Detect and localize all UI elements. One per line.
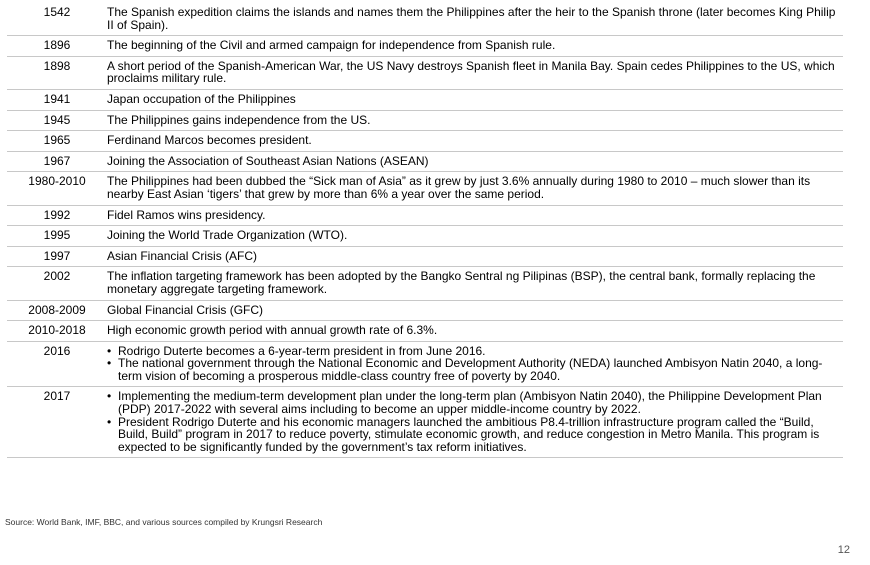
row-year: 1992: [7, 205, 107, 226]
row-year: 1941: [7, 89, 107, 110]
row-year: 1995: [7, 226, 107, 247]
timeline-row: [7, 151, 843, 172]
timeline-row: [7, 321, 843, 342]
timeline-row: [7, 205, 843, 226]
row-description: Ferdinand Marcos becomes president.: [107, 131, 843, 152]
bullet-item: • Rodrigo Duterte becomes a 6-year-term president in from June 2016.: [107, 345, 843, 358]
bullet-list: [107, 390, 843, 453]
source-note: Source: World Bank, IMF, BBC, and various sources compiled by Krungsri Research: [5, 517, 323, 527]
row-description: [107, 387, 843, 458]
row-year: 2002: [7, 267, 107, 300]
timeline-row: [7, 110, 843, 131]
row-year: 1945: [7, 110, 107, 131]
timeline-row: [7, 387, 843, 458]
row-year: 1997: [7, 246, 107, 267]
row-description: High economic growth period with annual growth rate of 6.3%.: [107, 321, 843, 342]
row-description: The Spanish expedition claims the islands and names them the Philippines after the heir to the Spanish throne (later becomes King Philip II of Spain).: [107, 5, 843, 36]
timeline-row: [7, 5, 843, 36]
timeline-table: [7, 5, 843, 458]
timeline-row: [7, 172, 843, 205]
bullet-item: • The national government through the National Economic and Development Authority (NEDA) launched Ambisyon Natin 2040, a long-term vision of becoming a prosperous middle-class country free of poverty by 2040.: [107, 357, 843, 382]
row-description: Global Financial Crisis (GFC): [107, 300, 843, 321]
timeline-row: [7, 300, 843, 321]
bullet-item: • Implementing the medium-term development plan under the long-term plan (Ambisyon Natin 2040), the Philippine Development Plan (PDP) 2017-2022 with several aims including to become an upper middle-income country by 2022.: [107, 390, 843, 415]
timeline-row: [7, 246, 843, 267]
row-year: 1967: [7, 151, 107, 172]
row-description: The Philippines gains independence from the US.: [107, 110, 843, 131]
timeline-row: [7, 89, 843, 110]
row-year: 2010-2018: [7, 321, 107, 342]
bullet-item: • President Rodrigo Duterte and his economic managers launched the ambitious P8.4-trillion infrastructure program called the “Build, Build, Build” program in 2017 to reduce poverty, stimulate economic growth, and reduce congestion in Metro Manila. This program is expected to be significantly funded by the government’s tax reform initiatives.: [107, 416, 843, 454]
row-description: The Philippines had been dubbed the “Sick man of Asia” as it grew by just 3.6% annually during 1980 to 2010 – much slower than its nearby East Asian ‘tigers’ that grew by more than 6% a year over the same period.: [107, 172, 843, 205]
row-description: Asian Financial Crisis (AFC): [107, 246, 843, 267]
row-year: 1896: [7, 36, 107, 57]
row-year: 2008-2009: [7, 300, 107, 321]
row-year: 2017: [7, 387, 107, 458]
timeline-row: [7, 267, 843, 300]
row-year: 1965: [7, 131, 107, 152]
page-number: 12: [837, 544, 850, 556]
row-description: The inflation targeting framework has been adopted by the Bangko Sentral ng Pilipinas (BSP), the central bank, formally replacing the monetary aggregate targeting framework.: [107, 267, 843, 300]
row-description: The beginning of the Civil and armed campaign for independence from Spanish rule.: [107, 36, 843, 57]
timeline-row: [7, 36, 843, 57]
timeline-row: [7, 226, 843, 247]
row-description: Japan occupation of the Philippines: [107, 89, 843, 110]
row-description: Joining the World Trade Organization (WTO).: [107, 226, 843, 247]
row-description: [107, 341, 843, 387]
timeline-row: [7, 131, 843, 152]
row-year: 1980-2010: [7, 172, 107, 205]
bullet-list: [107, 345, 843, 383]
row-year: 1898: [7, 56, 107, 89]
timeline-row: [7, 341, 843, 387]
row-description: Joining the Association of Southeast Asian Nations (ASEAN): [107, 151, 843, 172]
timeline-row: [7, 56, 843, 89]
row-year: 1542: [7, 5, 107, 36]
row-description: A short period of the Spanish-American War, the US Navy destroys Spanish fleet in Manila Bay. Spain cedes Philippines to the US, which proclaims military rule.: [107, 56, 843, 89]
row-description: Fidel Ramos wins presidency.: [107, 205, 843, 226]
row-year: 2016: [7, 341, 107, 387]
